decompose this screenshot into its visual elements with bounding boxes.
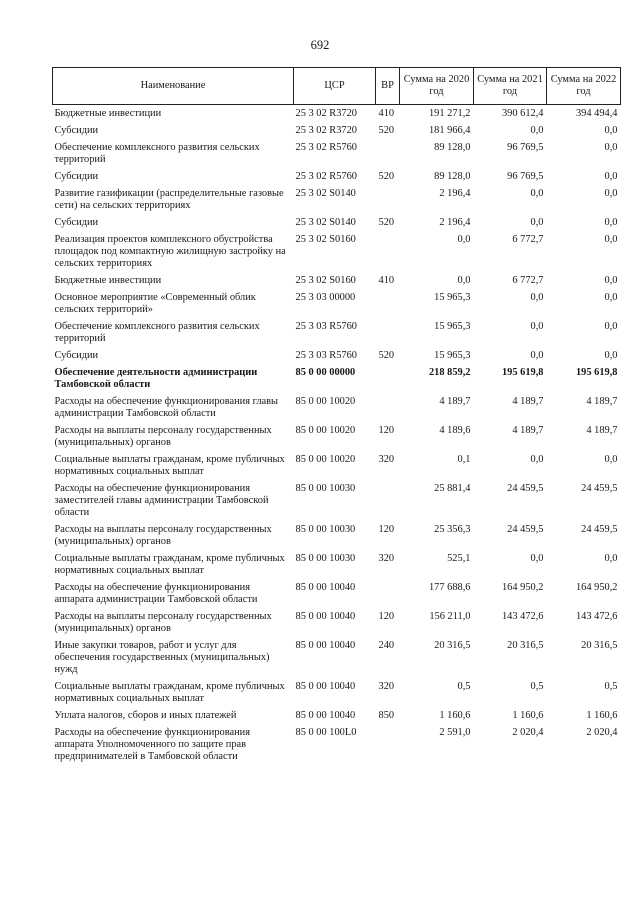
row-vr: 410 [378, 108, 395, 119]
row-vr [376, 287, 400, 316]
row-sum-2022: 0,5 [604, 681, 618, 692]
row-sum-2021: 390 612,4 [501, 108, 544, 119]
row-sum-2022: 0,0 [604, 350, 618, 361]
row-sum-2021: 0,0 [530, 454, 544, 465]
page-number: 692 [310, 38, 330, 52]
row-sum-2020: 1 160,6 [439, 710, 471, 721]
row-vr: 320 [378, 454, 395, 465]
row-name: Субсидии [54, 350, 99, 361]
row-sum-2020: 181 966,4 [428, 125, 471, 136]
row-name: Субсидии [54, 171, 99, 182]
table-row [53, 519, 621, 548]
row-sum-2020: 177 688,6 [428, 582, 471, 593]
row-sum-2021: 2 020,4 [512, 727, 544, 738]
row-name: Обеспечение комплексного развития сельских территорий [54, 321, 260, 344]
row-csr: 25 3 03 R5760 [295, 350, 357, 361]
table-row [53, 676, 621, 705]
row-name: Расходы на выплаты персоналу государственных (муниципальных) органов [54, 524, 272, 547]
row-csr: 85 0 00 10040 [295, 710, 356, 721]
row-vr [376, 137, 400, 166]
row-sum-2022: 0,0 [604, 292, 618, 303]
table-row [53, 606, 621, 635]
row-sum-2021: 0,0 [530, 321, 544, 332]
row-vr: 520 [378, 125, 395, 136]
row-sum-2020: 15 965,3 [434, 292, 471, 303]
row-sum-2020: 25 881,4 [434, 483, 471, 494]
row-csr: 25 3 02 S0160 [295, 275, 356, 286]
row-sum-2021: 20 316,5 [507, 640, 544, 651]
row-sum-2021: 6 772,7 [512, 275, 544, 286]
table-row [53, 166, 621, 183]
row-vr [376, 478, 400, 519]
row-sum-2022: 1 160,6 [586, 710, 618, 721]
header-sum-2021: Сумма на 2021 год [474, 68, 547, 105]
row-vr [376, 316, 400, 345]
budget-table [52, 67, 621, 763]
row-sum-2020: 0,0 [457, 275, 471, 286]
row-vr: 120 [378, 611, 395, 622]
row-sum-2022: 0,0 [604, 234, 618, 245]
row-sum-2021: 4 189,7 [512, 425, 544, 436]
row-sum-2021: 0,0 [530, 350, 544, 361]
row-csr: 25 3 02 S0160 [295, 234, 356, 245]
table-row [53, 705, 621, 722]
row-sum-2020: 0,5 [457, 681, 471, 692]
row-sum-2020: 218 859,2 [428, 367, 471, 378]
row-sum-2020: 89 128,0 [434, 171, 471, 182]
row-name: Расходы на обеспечение функционирования аппарата Уполномоченного по защите прав предпринимателей в Тамбовской области [54, 727, 250, 762]
row-name: Основное мероприятие «Современный облик сельских территорий» [54, 292, 256, 315]
row-sum-2021: 0,0 [530, 553, 544, 564]
row-sum-2021: 0,0 [530, 292, 544, 303]
row-name: Уплата налогов, сборов и иных платежей [54, 710, 237, 721]
row-sum-2022: 24 459,5 [581, 483, 618, 494]
table-row [53, 391, 621, 420]
row-name: Социальные выплаты гражданам, кроме публичных нормативных социальных выплат [54, 553, 285, 576]
row-csr: 85 0 00 10040 [295, 640, 356, 651]
row-csr: 25 3 03 00000 [295, 292, 356, 303]
row-csr: 85 0 00 100L0 [295, 727, 357, 738]
row-sum-2022: 164 950,2 [575, 582, 618, 593]
table-row [53, 345, 621, 362]
row-name: Социальные выплаты гражданам, кроме публичных нормативных социальных выплат [54, 454, 285, 477]
row-vr [376, 722, 400, 763]
row-sum-2022: 0,0 [604, 275, 618, 286]
row-sum-2020: 0,1 [457, 454, 471, 465]
row-sum-2020: 20 316,5 [434, 640, 471, 651]
row-vr: 320 [378, 553, 395, 564]
header-sum-2020: Сумма на 2020 год [400, 68, 474, 105]
row-sum-2022: 0,0 [604, 454, 618, 465]
row-vr [376, 362, 400, 391]
table-row [53, 105, 621, 121]
row-vr: 520 [378, 171, 395, 182]
row-csr: 25 3 02 R3720 [295, 125, 357, 136]
row-sum-2022: 20 316,5 [581, 640, 618, 651]
row-csr: 25 3 02 R5760 [295, 142, 357, 153]
table-row [53, 183, 621, 212]
row-sum-2020: 15 965,3 [434, 321, 471, 332]
row-vr: 850 [378, 710, 395, 721]
row-sum-2022: 0,0 [604, 321, 618, 332]
row-sum-2021: 24 459,5 [507, 483, 544, 494]
row-vr [376, 229, 400, 270]
row-sum-2020: 89 128,0 [434, 142, 471, 153]
row-sum-2020: 25 356,3 [434, 524, 471, 535]
row-csr: 85 0 00 10040 [295, 582, 356, 593]
row-sum-2021: 0,0 [530, 188, 544, 199]
row-sum-2022: 0,0 [604, 171, 618, 182]
row-sum-2022: 0,0 [604, 188, 618, 199]
row-csr: 85 0 00 10040 [295, 681, 356, 692]
row-vr: 520 [378, 217, 395, 228]
row-name: Расходы на обеспечение функционирования аппарата администрации Тамбовской области [54, 582, 258, 605]
row-name: Бюджетные инвестиции [54, 275, 162, 286]
row-name: Субсидии [54, 217, 99, 228]
row-sum-2022: 0,0 [604, 553, 618, 564]
row-sum-2022: 0,0 [604, 125, 618, 136]
row-vr: 320 [378, 681, 395, 692]
row-vr: 520 [378, 350, 395, 361]
row-name: Развитие газификации (распределительные газовые сети) на сельских территориях [54, 188, 284, 211]
row-sum-2020: 191 271,2 [428, 108, 471, 119]
table-row [53, 270, 621, 287]
row-sum-2022: 394 494,4 [575, 108, 618, 119]
row-sum-2021: 6 772,7 [512, 234, 544, 245]
table-row [53, 120, 621, 137]
row-sum-2020: 2 196,4 [439, 217, 471, 228]
table-row [53, 287, 621, 316]
row-name: Расходы на выплаты персоналу государственных (муниципальных) органов [54, 611, 272, 634]
row-name: Расходы на выплаты персоналу государственных (муниципальных) органов [54, 425, 272, 448]
table-row [53, 449, 621, 478]
row-sum-2021: 24 459,5 [507, 524, 544, 535]
row-sum-2020: 2 591,0 [439, 727, 471, 738]
row-csr: 85 0 00 10020 [295, 396, 356, 407]
row-name: Бюджетные инвестиции [54, 108, 162, 119]
row-csr: 85 0 00 10030 [295, 553, 356, 564]
row-csr: 85 0 00 10030 [295, 483, 356, 494]
row-sum-2022: 2 020,4 [586, 727, 618, 738]
row-sum-2020: 4 189,7 [439, 396, 471, 407]
row-sum-2022: 0,0 [604, 217, 618, 228]
row-vr: 410 [378, 275, 395, 286]
table-row [53, 316, 621, 345]
row-csr: 25 3 02 S0140 [295, 217, 356, 228]
row-sum-2020: 15 965,3 [434, 350, 471, 361]
table-row [53, 229, 621, 270]
row-sum-2021: 4 189,7 [512, 396, 544, 407]
row-sum-2021: 195 619,8 [501, 367, 544, 378]
row-name: Расходы на обеспечение функционирования заместителей главы администрации Тамбовской области [54, 483, 269, 518]
row-vr [376, 183, 400, 212]
header-vr: ВР [376, 68, 400, 105]
table-row [53, 548, 621, 577]
row-sum-2022: 0,0 [604, 142, 618, 153]
table-body [53, 105, 621, 764]
table-row [53, 420, 621, 449]
row-sum-2021: 164 950,2 [501, 582, 544, 593]
row-sum-2022: 195 619,8 [575, 367, 618, 378]
row-csr: 85 0 00 10030 [295, 524, 356, 535]
row-sum-2021: 0,0 [530, 217, 544, 228]
row-sum-2020: 525,1 [447, 553, 471, 564]
row-sum-2020: 4 189,6 [439, 425, 471, 436]
row-sum-2022: 24 459,5 [581, 524, 618, 535]
table-row [53, 212, 621, 229]
table-header [53, 68, 621, 105]
row-csr: 25 3 03 R5760 [295, 321, 357, 332]
row-sum-2020: 0,0 [457, 234, 471, 245]
row-sum-2021: 1 160,6 [512, 710, 544, 721]
row-sum-2022: 4 189,7 [586, 396, 618, 407]
row-vr [376, 577, 400, 606]
row-sum-2022: 143 472,6 [575, 611, 618, 622]
row-sum-2021: 0,5 [530, 681, 544, 692]
row-csr: 25 3 02 R5760 [295, 171, 357, 182]
row-sum-2020: 156 211,0 [429, 611, 471, 622]
row-sum-2021: 96 769,5 [507, 171, 544, 182]
table-row [53, 137, 621, 166]
table-row [53, 635, 621, 676]
row-vr: 120 [378, 524, 395, 535]
row-sum-2021: 96 769,5 [507, 142, 544, 153]
row-vr: 240 [378, 640, 395, 651]
table-row [53, 478, 621, 519]
row-name: Субсидии [54, 125, 99, 136]
row-name: Реализация проектов комплексного обустройства площадок под компактную жилищную застройку на сельских территориях [54, 234, 286, 269]
header-csr: ЦСР [294, 68, 376, 105]
row-name: Расходы на обеспечение функционирования главы администрации Тамбовской области [54, 396, 279, 419]
row-csr: 85 0 00 10040 [295, 611, 356, 622]
row-csr: 85 0 00 10020 [295, 425, 356, 436]
row-sum-2021: 143 472,6 [501, 611, 544, 622]
row-csr: 25 3 02 S0140 [295, 188, 356, 199]
row-name: Иные закупки товаров, работ и услуг для обеспечения государственных (муниципальных) нужд [54, 640, 270, 675]
row-name: Обеспечение деятельности администрации Тамбовской области [54, 367, 258, 390]
row-csr: 25 3 02 R3720 [295, 108, 357, 119]
row-name: Социальные выплаты гражданам, кроме публичных нормативных социальных выплат [54, 681, 285, 704]
table-row [53, 722, 621, 763]
row-csr: 85 0 00 00000 [295, 367, 356, 378]
row-vr [376, 391, 400, 420]
table-row [53, 577, 621, 606]
row-vr: 120 [378, 425, 395, 436]
table-row [53, 362, 621, 391]
row-sum-2022: 4 189,7 [586, 425, 618, 436]
row-csr: 85 0 00 10020 [295, 454, 356, 465]
row-sum-2021: 0,0 [530, 125, 544, 136]
row-name: Обеспечение комплексного развития сельских территорий [54, 142, 260, 165]
row-sum-2020: 2 196,4 [439, 188, 471, 199]
header-name: Наименование [53, 68, 294, 105]
header-sum-2022: Сумма на 2022 год [547, 68, 621, 105]
